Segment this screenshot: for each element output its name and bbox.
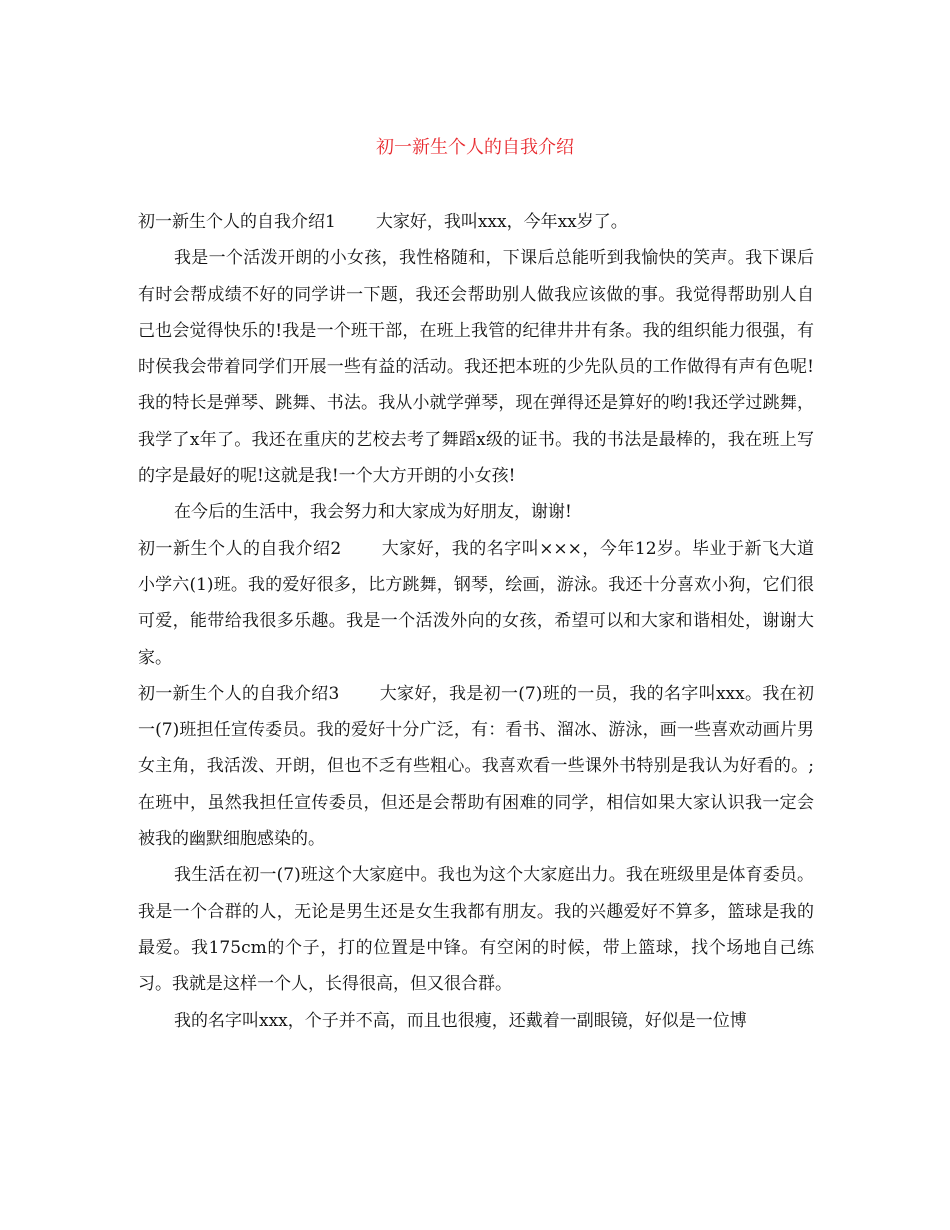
section-heading: 初一新生个人的自我介绍2 bbox=[138, 538, 342, 559]
section-1-intro bbox=[138, 204, 814, 240]
paragraph: 我是一个活泼开朗的小女孩，我性格随和，下课后总能听到我愉快的笑声。我下课后有时会帮成绩不好的同学讲一下题，我还会帮助别人做我应该做的事。我觉得帮助别人自己也会觉得快乐的!我是一个班干部，在班上我管的纪律井井有条。我的组织能力很强，有时侯我会带着同学们开展一些有益的活动。我还把本班的少先队员的工作做得有声有色呢!我的特长是弹琴、跳舞、书法。我从小就学弹琴，现在弹得还是算好的哟!我还学过跳舞，我学了x年了。我还在重庆的艺校去考了舞蹈x级的证书。我的书法是最棒的，我在班上写的字是最好的呢!这就是我!一个大方开朗的小女孩! bbox=[138, 248, 814, 487]
paragraph-text: 大家好，我的名字叫×××，今年12岁。毕业于新飞大道小学六(1)班。我的爱好很多，比方跳舞，钢琴，绘画，游泳。我还十分喜欢小狗，它们很可爱，能带给我很多乐趣。我是一个活泼外向的女孩，希望可以和大家和谐相处，谢谢大家。 bbox=[138, 538, 814, 668]
paragraph: 在今后的生活中，我会努力和大家成为好朋友，谢谢! bbox=[174, 502, 572, 523]
document-body bbox=[138, 204, 814, 1039]
section-2-intro bbox=[138, 531, 814, 676]
paragraph-text: 大家好，我是初一(7)班的一员，我的名字叫xxx。我在初一(7)班担任宣传委员。我的爱好十分广泛，有：看书、溜冰、游泳，画一些喜欢动画片男女主角，我活泼、开朗，但也不乏有些粗心。我喜欢看一些课外书特别是我认为好看的。;在班中，虽然我担任宣传委员，但还是会帮助有困难的同学，相信如果大家认识我一定会被我的幽默细胞感染的。 bbox=[138, 683, 815, 850]
paragraph: 我的名字叫xxx，个子并不高，而且也很瘦，还戴着一副眼镜，好似是一位博 bbox=[174, 1010, 747, 1031]
paragraph-text: 大家好，我叫xxx，今年xx岁了。 bbox=[375, 212, 628, 232]
paragraph: 我生活在初一(7)班这个大家庭中。我也为这个大家庭出力。我在班级里是体育委员。我是一个合群的人，无论是男生还是女生我都有朋友。我的兴趣爱好不算多，篮球是我的最爱。我175cm的个子，打的位置是中锋。有空闲的时候，带上篮球，找个场地自己练习。我就是这样一个人，长得很高，但又很合群。 bbox=[138, 865, 814, 995]
document-title: 初一新生个人的自我介绍 bbox=[376, 137, 574, 158]
section-heading: 初一新生个人的自我介绍3 bbox=[138, 683, 340, 704]
section-heading: 初一新生个人的自我介绍1 bbox=[138, 212, 336, 232]
section-3-intro bbox=[138, 676, 814, 857]
